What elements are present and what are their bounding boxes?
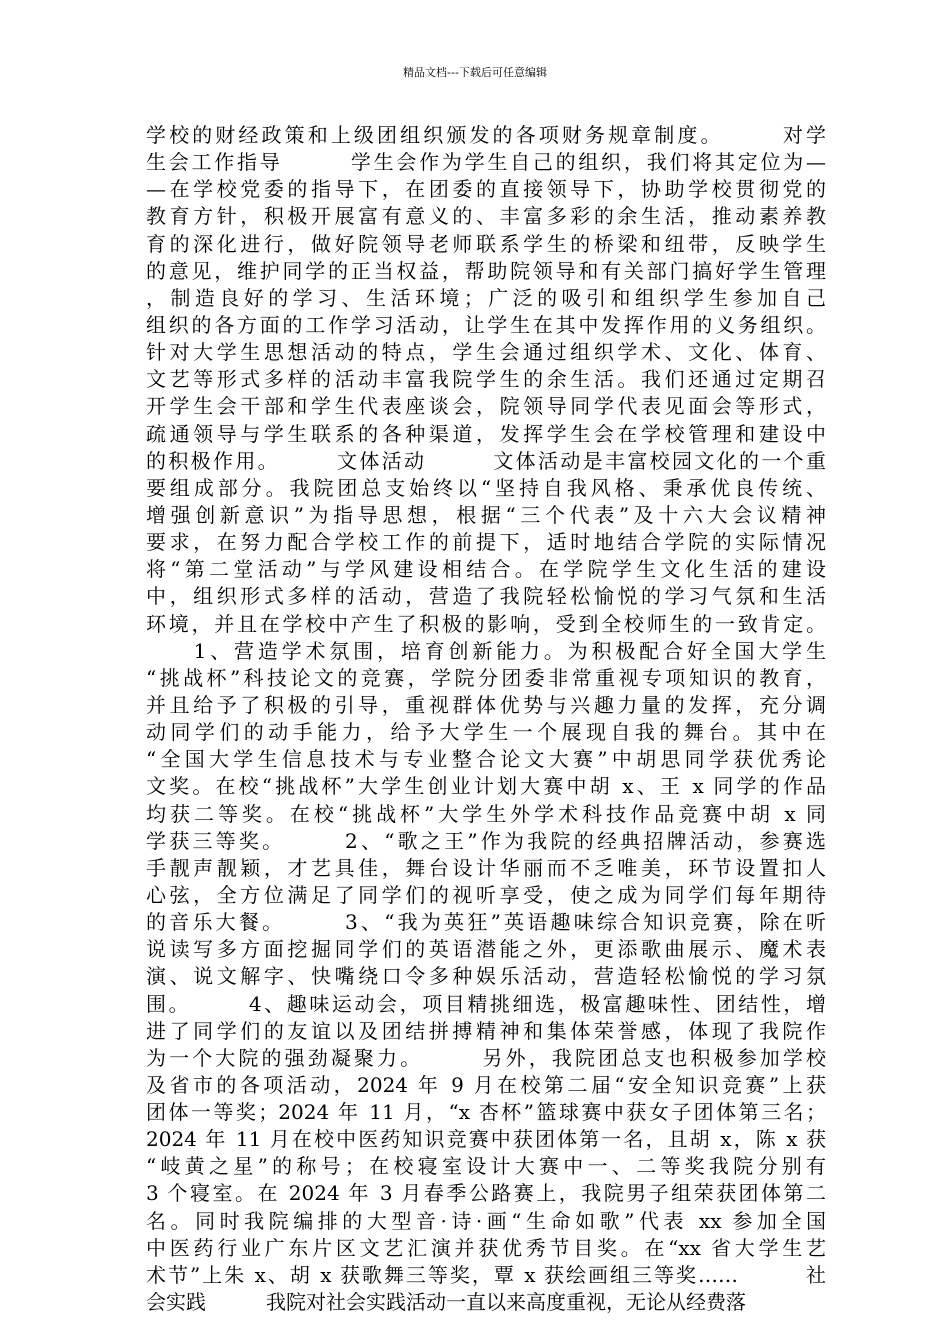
- body-line: 增强创新意识”为指导思想，根据“三个代表”及十六大会议精神: [146, 502, 826, 527]
- body-line: 进了同学们的友谊以及团结拼搏精神和集体荣誉感，体现了我院作: [146, 1018, 826, 1043]
- body-line: 及省市的各项活动，2024 年 9 月在校第二届“安全知识竞赛”上获: [146, 1072, 826, 1097]
- body-line: “岐黄之星”的称号；在校寝室设计大赛中一、二等奖我院分别有: [146, 1154, 826, 1179]
- body-line: 疏通领导与学生联系的各种渠道，发挥学生会在学校管理和建设中: [146, 421, 826, 446]
- body-line: 环境，并且在学校中产生了积极的影响，受到全校师生的一致肯定。: [146, 611, 826, 636]
- body-line: 教育方针，积极开展富有意义的、丰富多彩的余生活，推动素养教: [146, 204, 826, 229]
- body-line: 说读写多方面挖掘同学们的英语潜能之外，更添歌曲展示、魔术表: [146, 937, 826, 962]
- body-line: 生会工作指导 学生会作为学生自己的组织，我们将其定位为—: [146, 150, 826, 175]
- body-line: 学校的财经政策和上级团组织颁发的各项财务规章制度。 对学: [146, 123, 826, 147]
- body-line: 并且给予了积极的引导，重视群体优势与兴趣力量的发挥，充分调: [146, 692, 826, 717]
- body-line: “全国大学生信息技术与专业整合论文大赛”中胡思同学获优秀论: [146, 747, 826, 772]
- body-line: 将“第二堂活动”与学风建设相结合。在学院学生文化生活的建设: [146, 557, 826, 582]
- body-line: 文奖。在校“挑战杯”大学生创业计划大赛中胡 x、王 x 同学的作品: [146, 774, 826, 799]
- body-line: —在学校党委的指导下，在团委的直接领导下，协助学校贯彻党的: [146, 177, 826, 202]
- body-line: 会实践 我院对社会实践活动一直以来高度重视，无论从经费落: [146, 1290, 746, 1315]
- body-line: “挑战杯”科技论文的竞赛，学院分团委非常重视专项知识的教育，: [146, 665, 826, 690]
- body-line: 学获三等奖。 2、“歌之王”作为我院的经典招牌活动，参赛选: [146, 828, 826, 853]
- body-line: 围。 4、趣味运动会，项目精挑细选，极富趣味性、团结性，增: [146, 991, 826, 1016]
- body-line: 针对大学生思想活动的特点，学生会通过组织学术、文化、体育、: [146, 340, 826, 365]
- body-line: 开学生会干部和学生代表座谈会，院领导同学代表见面会等形式，: [146, 394, 826, 419]
- body-line: 中，组织形式多样的活动，营造了我院轻松愉悦的学习气氛和生活: [146, 584, 826, 609]
- body-line: 心弦，全方位满足了同学们的视听享受，使之成为同学们每年期待: [146, 882, 826, 907]
- body-line: 手靓声靓颖，才艺具佳，舞台设计华丽而不乏唯美，环节设置扣人: [146, 855, 826, 880]
- body-line: 组织的各方面的工作学习活动，让学生在其中发挥作用的义务组织。: [146, 312, 826, 337]
- body-line: 为一个大院的强劲凝聚力。 另外，我院团总支也积极参加学校: [146, 1045, 826, 1070]
- body-line: 文艺等形式多样的活动丰富我院学生的余生活。我们还通过定期召: [146, 367, 826, 392]
- body-line: 育的深化进行，做好院领导老师联系学生的桥梁和纽带，反映学生: [146, 231, 826, 256]
- body-line: 术节”上朱 x、胡 x 获歌舞三等奖，覃 x 获绘画组三等奖…… 社: [146, 1262, 826, 1287]
- body-line: 团体一等奖；2024 年 11 月，“x 杏杯”篮球赛中获女子团体第三名；: [146, 1100, 826, 1125]
- body-line: 演、说文解字、快嘴绕口令多种娱乐活动，营造轻松愉悦的学习氛: [146, 964, 826, 989]
- body-text: [146, 122, 826, 1316]
- body-line: 的意见，维护同学的正当权益，帮助院领导和有关部门搞好学生管理: [146, 258, 826, 283]
- body-line: 中医药行业广东片区文艺汇演并获优秀节目奖。在“xx 省大学生艺: [146, 1235, 826, 1260]
- body-line: 3 个寝室。在 2024 年 3 月春季公路赛上，我院男子组荣获团体第二: [146, 1181, 826, 1206]
- body-line: 均获二等奖。在校“挑战杯”大学生外学术科技作品竞赛中胡 x 同: [146, 801, 826, 826]
- body-line: ，制造良好的学习、生活环境；广泛的吸引和组织学生参加自己: [146, 285, 826, 310]
- body-line: 的积极作用。 文体活动 文体活动是丰富校园文化的一个重: [146, 448, 826, 473]
- page-header: 精品文档---下载后可任意编辑: [403, 66, 547, 79]
- body-line: 的音乐大餐。 3、“我为英狂”英语趣味综合知识竞赛，除在听: [146, 910, 826, 935]
- body-line: 动同学们的动手能力，给予大学生一个展现自我的舞台。其中在: [146, 720, 826, 745]
- body-line: 名。同时我院编排的大型音·诗·画“生命如歌”代表 xx 参加全国: [146, 1208, 826, 1233]
- body-line: 2024 年 11 月在校中医药知识竞赛中获团体第一名，且胡 x，陈 x 获: [146, 1127, 826, 1152]
- body-line: 1、营造学术氛围，培育创新能力。为积极配合好全国大学生: [146, 638, 826, 663]
- body-line: 要组成部分。我院团总支始终以“坚持自我风格、秉承优良传统、: [146, 475, 826, 500]
- body-line: 要求，在努力配合学校工作的前提下，适时地结合学院的实际情况: [146, 530, 826, 555]
